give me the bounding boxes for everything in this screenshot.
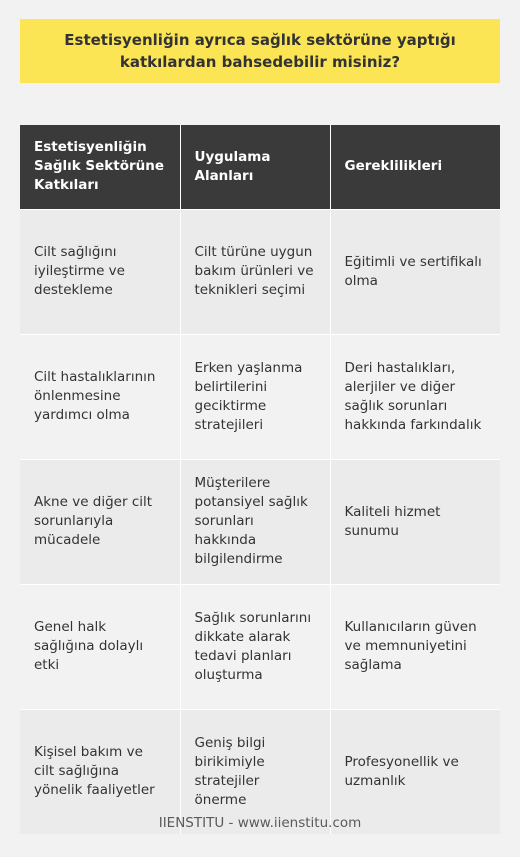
info-table <box>20 125 500 834</box>
table-header-row <box>20 125 500 209</box>
page-title: Estetisyenliğin ayrıca sağlık sektörüne yaptığı katkılardan bahsedebilir misiniz? <box>64 31 456 71</box>
footer-text: IIENSTITU - www.iienstitu.com <box>158 815 362 831</box>
column-header-contributions: Estetisyenliğin Sağlık Sektörüne Katkıları <box>20 125 180 209</box>
table-cell: Profesyonellik ve uzmanlık <box>330 709 500 834</box>
table-cell: Geniş bilgi birikimiyle stratejiler önerme <box>180 709 330 834</box>
table-cell: Müşterilere potansiyel sağlık sorunları hakkında bilgilendirme <box>180 459 330 584</box>
table-cell: Kullanıcıların güven ve memnuniyetini sağlama <box>330 584 500 709</box>
table-row <box>20 334 500 459</box>
table-cell: Cilt sağlığını iyileştirme ve destekleme <box>20 209 180 334</box>
table-row <box>20 459 500 584</box>
table-cell: Kaliteli hizmet sunumu <box>330 459 500 584</box>
table-row <box>20 584 500 709</box>
table-cell: Cilt hastalıklarının önlenmesine yardımcı olma <box>20 334 180 459</box>
table-cell: Eğitimli ve sertifikalı olma <box>330 209 500 334</box>
table-cell: Kişisel bakım ve cilt sağlığına yönelik faaliyetler <box>20 709 180 834</box>
column-header-application-areas: Uygulama Alanları <box>180 125 330 209</box>
title-banner <box>20 19 500 83</box>
table-cell: Erken yaşlanma belirtilerini geciktirme stratejileri <box>180 334 330 459</box>
table-cell: Genel halk sağlığına dolaylı etki <box>20 584 180 709</box>
table-cell: Akne ve diğer cilt sorunlarıyla mücadele <box>20 459 180 584</box>
table-row <box>20 209 500 334</box>
column-header-requirements: Gereklilikleri <box>330 125 500 209</box>
table-cell: Cilt türüne uygun bakım ürünleri ve teknikleri seçimi <box>180 209 330 334</box>
table-cell: Deri hastalıkları, alerjiler ve diğer sağlık sorunları hakkında farkındalık <box>330 334 500 459</box>
table-cell: Sağlık sorunlarını dikkate alarak tedavi planları oluşturma <box>180 584 330 709</box>
